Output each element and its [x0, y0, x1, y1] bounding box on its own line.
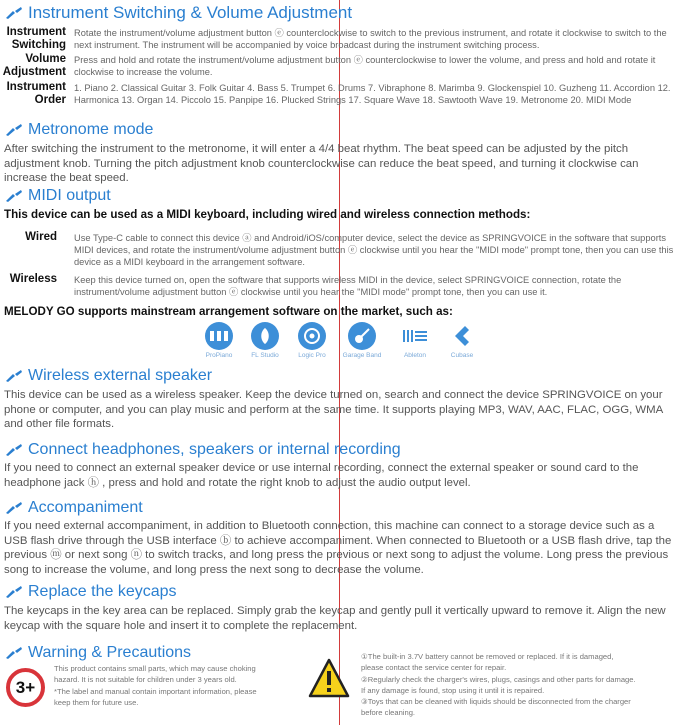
music-pen-icon: [4, 585, 24, 599]
metronome-title: Metronome mode: [4, 121, 153, 139]
music-pen-icon: [4, 646, 24, 660]
instrument-order-text: 1. Piano 2. Classical Guitar 3. Folk Guitar 4. Bass 5. Trumpet 6. Drums 7. Vibraphone 8. Marimba 9. Glockenspiel 10. Guzheng 11. Accordion 12. Harmonica 13. Organ 14. Piccolo 15. Panpipe 16. Plucked Strings 17. Square Wave 18. Sawtooth Wave 19. Metronome 20. MIDI Mode: [74, 83, 671, 106]
app-cubase: Cubase: [440, 322, 484, 359]
headphones-text: If you need to connect an external speaker device or use internal recording, connect the external speaker or sound card to the headphone jack ⓗ , press and hold and rotate the right knob to adjust the audio output level.: [4, 462, 639, 489]
app-ableton: Ableton: [393, 322, 437, 359]
speaker-text: This device can be used as a wireless speaker. Keep the device turned on, search and connect the device SPRINGVOICE on your phone or computer, and you can play music and perform at the same time. It supports playing MP3, WAV, AAC, FLAC, OGG, WMA and other file formats.: [4, 389, 663, 431]
fl-studio-icon: [251, 322, 279, 350]
app-garage-band: Garage Band: [340, 322, 384, 359]
wireless-text: Keep this device turned on, open the software that supports wireless MIDI in the device, select SPRINGVOICE connection, rotate the instrument/volume adjustment button ⓔ clockwise until you hear the "MIDI mode" prompt tone, then you can use it.: [74, 275, 622, 298]
ableton-icon: [401, 322, 429, 350]
instrument-switching-label: Instrument Switching: [6, 26, 66, 51]
warning-right-text: ①The built-in 3.7V battery cannot be removed or replaced. If it is damaged, please contact the service center for repair. ②Regularly check the charger's wires, plugs, casings and other parts for damage. If any damage is found, stop using it until it is repaired. ③Toys that can be cleaned with liquids should be disconnected from the charger before cleaning.: [361, 652, 636, 718]
music-pen-icon: [4, 501, 24, 515]
wired-text: Use Type-C cable to connect this device ⓐ and Android/iOS/computer device, select the device as SPRINGVOICE in the software that supports MIDI devices, and rotate the instrument/volume adjustment button ⓔ clockwise until you hear the "MIDI mode" prompt tone, then you can use this device as a MIDI keyboard in the arrangement software.: [74, 233, 674, 268]
app-logic-pro: Logic Pro: [290, 322, 334, 359]
music-pen-icon: [4, 443, 24, 457]
propiano-icon: [205, 322, 233, 350]
midi-intro: This device can be used as a MIDI keyboard, including wired and wireless connection methods:: [4, 208, 531, 221]
guitar-icon: [348, 322, 376, 350]
logic-pro-icon: [298, 322, 326, 350]
instrument-order-label: Instrument Order: [6, 81, 66, 106]
accompaniment-title: Accompaniment: [4, 499, 143, 517]
speaker-title: Wireless external speaker: [4, 367, 212, 385]
accompaniment-text: If you need external accompaniment, in addition to Bluetooth connection, this machine can connect to a storage device such as a USB flash drive through the USB interface ⓑ to achieve accompaniment. When connected to Bluetooth or a USB flash drive, tap the previous ⓜ or next song ⓝ to switch tracks, and long press the previous or next song to adjust the volume. Long press the previous song to increase the volume, and long press the next song to decrease the volume.: [4, 520, 672, 576]
wired-label: Wired: [25, 231, 57, 243]
music-pen-icon: [4, 123, 24, 137]
keycaps-title: Replace the keycaps: [4, 583, 177, 601]
age-warning-badge: 3+: [6, 668, 45, 707]
instrument-switching-text: Rotate the instrument/volume adjustment button ⓔ counterclockwise to switch to the previous instrument, and rotate it clockwise to switch to the next instrument. The instrument will be accompanied by voice broadcast during the instrument switching process.: [74, 28, 667, 51]
music-pen-icon: [4, 369, 24, 383]
instrument-section-title: Instrument Switching & Volume Adjustment: [4, 3, 352, 23]
music-pen-icon: [4, 6, 24, 20]
music-pen-icon: [4, 189, 24, 203]
warning-title: Warning & Precautions: [4, 644, 191, 662]
warning-triangle-icon: [307, 657, 351, 699]
wireless-label: Wireless: [9, 273, 57, 285]
software-intro: MELODY GO supports mainstream arrangement software on the market, such as:: [4, 305, 453, 318]
headphones-title: Connect headphones, speakers or internal recording: [4, 441, 401, 459]
volume-adjustment-label: Volume Adjustment: [2, 53, 66, 78]
midi-title: MIDI output: [4, 187, 111, 205]
keycaps-text: The keycaps in the key area can be replaced. Simply grab the keycap and gently pull it vertically upward to remove it. Align the new keycap with the square hole and insert it to complete the replacement.: [4, 605, 666, 632]
app-propiano: ProPiano: [197, 322, 241, 359]
app-fl-studio: FL Studio: [243, 322, 287, 359]
warning-left-text: This product contains small parts, which may cause choking hazard. It is not suitable for children under 3 years old. *The label and manual contain important information, please keep them for future use.: [54, 664, 257, 707]
volume-adjustment-text: Press and hold and rotate the instrument/volume adjustment button ⓔ counterclockwise to lower the volume, and press and hold and rotate it clockwise to increase the volume.: [74, 55, 656, 78]
cubase-icon: [448, 322, 476, 350]
metronome-text: After switching the instrument to the metronome, it will enter a 4/4 beat rhythm. The beat speed can be adjusted by the pitch adjustment knob. Turning the pitch adjustment knob counterclockwise can reduce the beat speed, and turning it clockwise can increase the beat speed.: [4, 143, 639, 185]
